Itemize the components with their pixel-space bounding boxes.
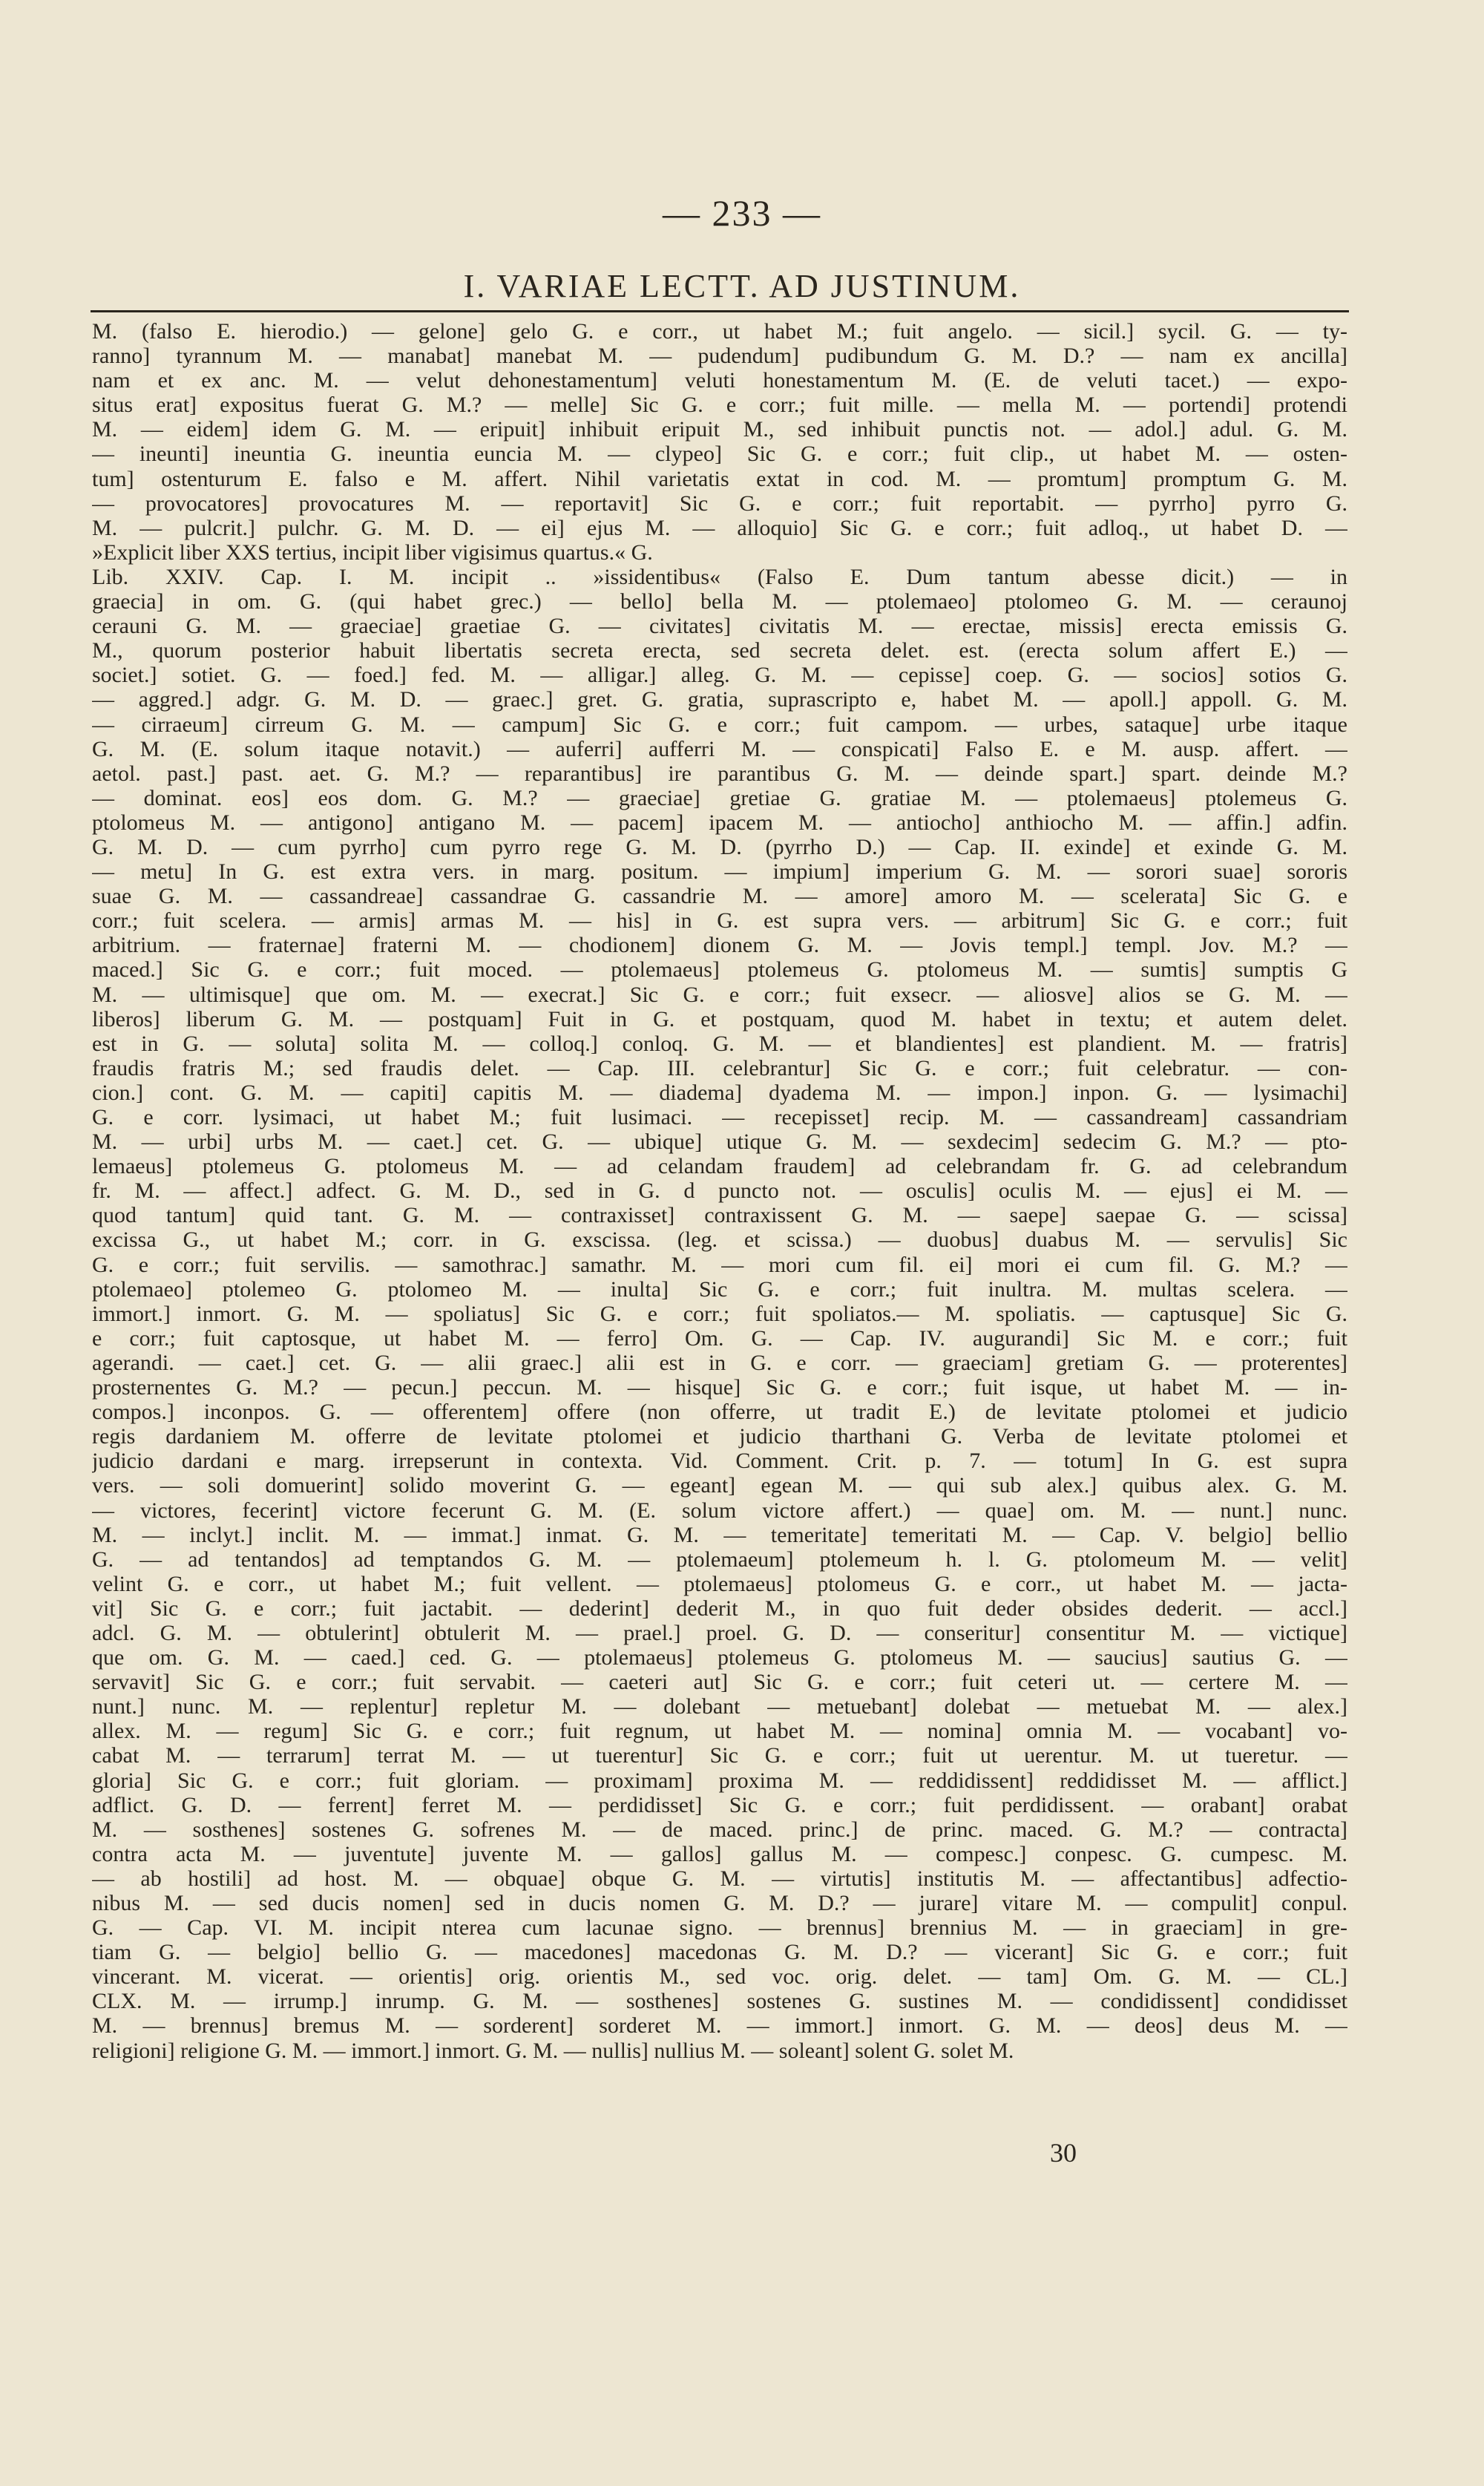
text-line: adcl. G. M. — obtulerint] obtulerit M. — prael.] proel. G. D. — conseritur] consentitur M. — victique] — [92, 1620, 1347, 1645]
text-line: immort.] inmort. G. M. — spoliatus] Sic G. e corr.; fuit spoliatos.— M. spoliatis. — captusque] Sic G. — [92, 1301, 1347, 1326]
text-line: vit] Sic G. e corr.; fuit jactabit. — dederint] dederit M., in quo fuit deder obsides dederit. — accl.] — [92, 1595, 1347, 1621]
text-line: nibus M. — sed ducis nomen] sed in ducis nomen G. M. D.? — jurare] vitare M. — compulit] conpul. — [92, 1891, 1347, 1915]
text-line: ranno] tyrannum M. — manabat] manebat M. — pudendum] pudibundum G. M. D.? — nam ex ancilla] — [92, 344, 1347, 369]
text-line: G. — Cap. VI. M. incipit nterea cum lacunae signo. — brennus] brennius M. — in graeciam] in gre- — [92, 1915, 1347, 1941]
text-line: que om. G. M. — caed.] ced. G. — ptolemaeus] ptolemeus G. ptolomeus M. — saucius] sautius G. — — [92, 1645, 1347, 1670]
text-line: situs erat] expositus fuerat G. M.? — melle] Sic G. e corr.; fuit mille. — mella M. — portendi] protendi — [92, 393, 1347, 418]
text-line: M. — urbi] urbs M. — caet.] cet. G. — ubique] utique G. M. — sexdecim] sedecim G. M.? — pto- — [92, 1129, 1347, 1155]
text-line: cion.] cont. G. M. — capiti] capitis M. — diadema] dyadema M. — impon.] inpon. G. — lysimachi] — [92, 1080, 1347, 1105]
text-line: gloria] Sic G. e corr.; fuit gloriam. — proximam] proxima M. — reddidissent] reddidisset M. — afflict.] — [92, 1768, 1347, 1793]
text-line: contra acta M. — juventute] juvente M. — gallos] gallus M. — compesc.] conpesc. G. cumpesc. M. — [92, 1841, 1347, 1866]
text-line: G. M. D. — cum pyrrho] cum pyrro rege G. M. D. (pyrrho D.) — Cap. II. exinde] et exinde G. M. — [92, 834, 1347, 859]
text-line: M. — sosthenes] sostenes G. sofrenes M. — de maced. princ.] de princ. maced. G. M.? — contracta] — [92, 1817, 1347, 1842]
text-line: fraudis fratris M.; sed fraudis delet. — Cap. III. celebrantur] Sic G. e corr.; fuit celebratur. — con- — [92, 1055, 1347, 1080]
text-line: G. M. (E. solum itaque notavit.) — auferri] aufferri M. — conspicati] Falso E. e M. ausp. affert. — — [92, 736, 1347, 761]
text-line: excissa G., ut habet M.; corr. in G. exscissa. (leg. et scissa.) — duobus] duabus M. — servulis] Sic — [92, 1227, 1347, 1253]
text-line: e corr.; fuit captosque, ut habet M. — ferro] Om. G. — Cap. IV. augurandi] Sic M. e corr.; fuit — [92, 1325, 1347, 1351]
text-line: nunt.] nunc. M. — replentur] repletur M. — dolebant — metuebant] dolebat — metuebat M. — alex.] — [92, 1694, 1347, 1719]
text-line: M. — eidem] idem G. M. — eripuit] inhibuit eripuit M., sed inhibuit punctis not. — adol.] adul. G. M. — [92, 417, 1347, 442]
text-line: nam et ex anc. M. — velut dehonestamentum] veluti honestamentum M. (E. de veluti tacet.) — expo- — [92, 368, 1347, 393]
text-line: quod tantum] quid tant. G. M. — contraxisset] contraxissent G. M. — saepe] saepae G. — scissa] — [92, 1203, 1347, 1228]
text-line: judicio dardani e marg. irrepserunt in contexta. Vid. Comment. Crit. p. 7. — totum] In G. est supra — [92, 1449, 1347, 1474]
text-line: ptolomeus M. — antigono] antigano M. — pacem] ipacem M. — antiocho] anthiocho M. — affin.] adfin. — [92, 810, 1347, 835]
header-rule — [91, 310, 1349, 312]
text-line: allex. M. — regum] Sic G. e corr.; fuit regnum, ut habet M. — nomina] omnia M. — vocabant] vo- — [92, 1719, 1347, 1744]
text-line: societ.] sotiet. G. — foed.] fed. M. — alligar.] alleg. G. M. — cepisse] coep. G. — socios] sotios G. — [92, 663, 1347, 688]
text-line: fr. M. — affect.] adfect. G. M. D., sed in G. d puncto not. — osculis] oculis M. — ejus] ei M. — — [92, 1178, 1347, 1204]
text-line: Lib. XXIV. Cap. I. M. incipit .. »issidentibus« (Falso E. Dum tantum abesse dicit.) — in — [92, 564, 1347, 589]
text-line: »Explicit liber XXS tertius, incipit liber vigisimus quartus.« G. — [92, 539, 653, 565]
text-line: tiam G. — belgio] bellio G. — macedones] macedonas G. M. D.? — vicerant] Sic G. e corr.; fuit — [92, 1940, 1347, 1965]
text-line: — aggred.] adgr. G. M. D. — graec.] gret. G. gratia, suprascripto e, habet M. — apoll.] appoll. G. M. — [92, 687, 1347, 712]
text-line: agerandi. — caet.] cet. G. — alii graec.] alii est in G. e corr. — graeciam] gretiam G. — proterentes] — [92, 1350, 1347, 1375]
text-line: — metu] In G. est extra vers. in marg. positum. — impium] imperium G. M. — sorori suae] sororis — [92, 859, 1347, 885]
text-line: regis dardaniem M. offerre de levitate ptolomei et judicio tharthani G. Verba de levitate ptolomei et — [92, 1424, 1347, 1449]
text-line: prosternentes G. M.? — pecun.] peccun. M. — hisque] Sic G. e corr.; fuit isque, ut habet M. — in- — [92, 1375, 1347, 1400]
text-line: tum] ostenturum E. falso e M. affert. Nihil varietatis extat in cod. M. — promtum] promptum G. M. — [92, 466, 1347, 491]
text-line: cabat M. — terrarum] terrat M. — ut tuerentur] Sic G. e corr.; fuit ut uerentur. M. ut tueretur. — — [92, 1743, 1347, 1768]
apparatus-criticus — [92, 319, 1347, 2063]
text-line: G. — ad tentandos] ad temptandos G. M. — ptolemaeum] ptolemeum h. l. G. ptolomeum M. — velit] — [92, 1547, 1347, 1572]
text-line: — ab hostili] ad host. M. — obquae] obque G. M. — virtutis] institutis M. — affectantibus] adfectio- — [92, 1866, 1347, 1891]
text-line: ptolemaeo] ptolemeo G. ptolomeo M. — inulta] Sic G. e corr.; fuit inultra. M. multas scelera. — — [92, 1276, 1347, 1302]
text-line: M. — inclyt.] inclit. M. — immat.] inmat. G. M. — temeritate] temeritati M. — Cap. V. belgio] bellio — [92, 1522, 1347, 1547]
text-line: — dominat. eos] eos dom. G. M.? — graeciae] gretiae G. gratiae M. — ptolemaeus] ptolemeus G. — [92, 785, 1347, 810]
text-line: — cirraeum] cirreum G. M. — campum] Sic G. e corr.; fuit campom. — urbes, sataque] urbe itaque — [92, 712, 1347, 737]
text-line: servavit] Sic G. e corr.; fuit servabit. — caeteri aut] Sic G. e corr.; fuit ceteri ut. — certere M. — — [92, 1670, 1347, 1695]
text-line: CLX. M. — irrump.] inrump. G. M. — sosthenes] sostenes G. sustines M. — condidissent] condidisset — [92, 1989, 1347, 2014]
text-line: graecia] in om. G. (qui habet grec.) — bello] bella M. — ptolemaeo] ptolomeo G. M. — ceraunoj — [92, 589, 1347, 614]
text-line: liberos] liberum G. M. — postquam] Fuit in G. et postquam, quod M. habet in textu; et autem delet. — [92, 1006, 1347, 1032]
text-line: G. e corr.; fuit servilis. — samothrac.] samathr. M. — mori cum fil. ei] mori ei cum fil. G. M.? — — [92, 1252, 1347, 1277]
text-line: M., quorum posterior habuit libertatis secreta erecta, sed secreta delet. est. (erecta solum affert E.) — — [92, 638, 1347, 663]
text-line: arbitrium. — fraternae] fraterni M. — chodionem] dionem G. M. — Jovis templ.] templ. Jov. M.? — — [92, 933, 1347, 958]
text-line: est in G. — soluta] solita M. — colloq.] conloq. G. M. — et blandientes] est plandient. M. — fratris] — [92, 1031, 1347, 1056]
text-line: lemaeus] ptolemeus G. ptolomeus M. — ad celandam fraudem] ad celebrandam fr. G. ad celebrandum — [92, 1154, 1347, 1179]
text-line: vincerant. M. vicerat. — orientis] orig. orientis M., sed voc. orig. delet. — tam] Om. G. M. — CL.] — [92, 1964, 1347, 1990]
text-line: adflict. G. D. — ferrent] ferret M. — perdidisset] Sic G. e corr.; fuit perdidissent. — orabant] orabat — [92, 1792, 1347, 1817]
text-line: M. — pulcrit.] pulchr. G. M. D. — ei] ejus M. — alloquio] Sic G. e corr.; fuit adloq., ut habet D. — — [92, 515, 1347, 540]
text-line: — victores, fecerint] victore fecerunt G. M. (E. solum victore affert.) — quae] om. M. — nunt.] nunc. — [92, 1498, 1347, 1523]
text-line: religioni] religione G. M. — immort.] inmort. G. M. — nullis] nullius M. — soleant] solent G. solet M. — [92, 2038, 1014, 2063]
text-line: suae G. M. — cassandreae] cassandrae G. cassandrie M. — amore] amoro M. — scelerata] Sic G. e — [92, 884, 1347, 909]
text-line: G. e corr. lysimaci, ut habet M.; fuit lusimaci. — recepisset] recip. M. — cassandream] cassandriam — [92, 1105, 1347, 1129]
text-line: compos.] inconpos. G. — offerentem] offere (non offerre, ut tradit E.) de levitate ptolomei et judicio — [92, 1400, 1347, 1425]
text-line: M. — ultimisque] que om. M. — execrat.] Sic G. e corr.; fuit exsecr. — aliosve] alios se G. M. — — [92, 982, 1347, 1007]
text-line: velint G. e corr., ut habet M.; fuit vellent. — ptolemaeus] ptolomeus G. e corr., ut habet M. — jacta- — [92, 1571, 1347, 1596]
text-line: maced.] Sic G. e corr.; fuit moced. — ptolemaeus] ptolemeus G. ptolomeus M. — sumtis] sumptis G — [92, 957, 1347, 983]
text-line: — provocatores] provocatures M. — reportavit] Sic G. e corr.; fuit reportabit. — pyrrho] pyrro G. — [92, 491, 1347, 516]
text-line: M. (falso E. hierodio.) — gelone] gelo G. e corr., ut habet M.; fuit angelo. — sicil.] sycil. G. — ty- — [92, 319, 1347, 344]
text-line: M. — brennus] bremus M. — sorderent] sorderet M. — immort.] inmort. G. M. — deos] deus M. — — [92, 2013, 1347, 2039]
running-head: I. VARIAE LECTT. AD JUSTINUM. — [463, 268, 1021, 304]
signature-mark: 30 — [1050, 2138, 1077, 2168]
text-line: cerauni G. M. — graeciae] graetiae G. — civitates] civitatis M. — erectae, missis] erecta emissis G. — [92, 614, 1347, 639]
text-line: vers. — soli domuerint] solido moverint G. — egeant] egean M. — qui sub alex.] quibus alex. G. M. — [92, 1473, 1347, 1498]
text-line: — ineunti] ineuntia G. ineuntia euncia M. — clypeo] Sic G. e corr.; fuit clip., ut habet M. — osten- — [92, 442, 1347, 467]
text-line: corr.; fuit scelera. — armis] armas M. — his] in G. est supra vers. — arbitrum] Sic G. e corr.; fuit — [92, 908, 1347, 934]
page-number: — 233 — — [663, 192, 821, 234]
text-line: aetol. past.] past. aet. G. M.? — reparantibus] ire parantibus G. M. — deinde spart.] spart. deinde M.? — [92, 761, 1347, 786]
